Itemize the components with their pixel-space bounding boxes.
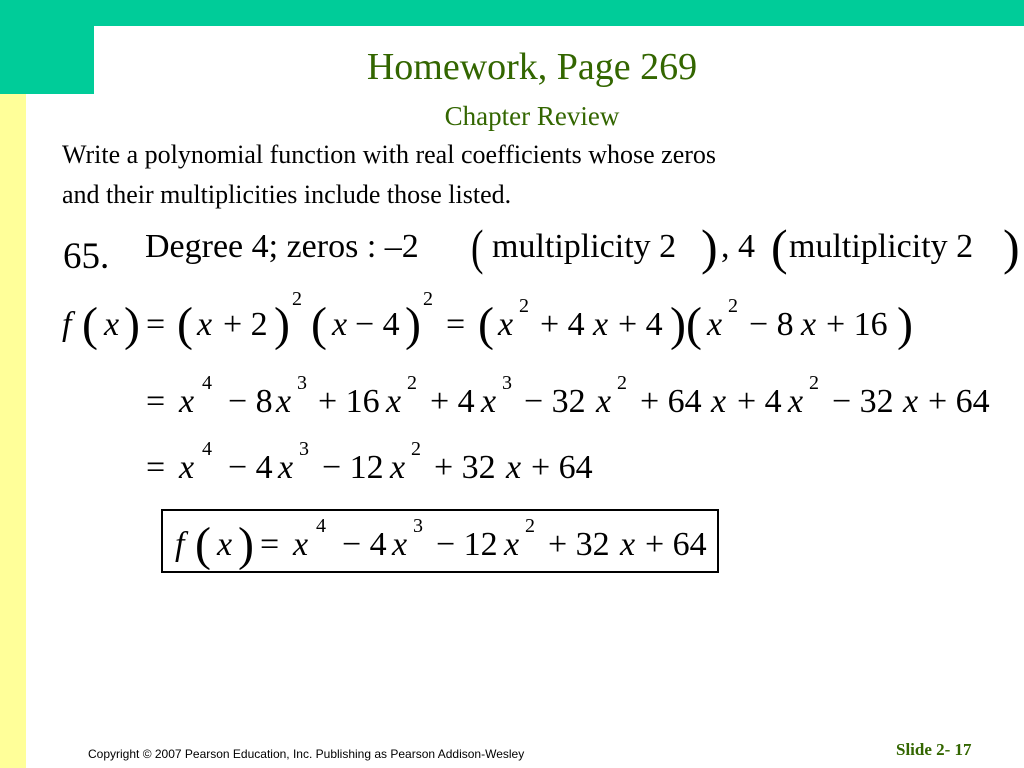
- svg-text:+ 64: + 64: [531, 449, 593, 486]
- svg-text:− 12: − 12: [322, 449, 384, 486]
- svg-text:3: 3: [413, 515, 423, 537]
- svg-text:): ): [274, 298, 290, 351]
- svg-text:x: x: [179, 383, 195, 420]
- svg-text:2: 2: [292, 288, 302, 310]
- svg-text:+ 64: + 64: [645, 526, 707, 563]
- svg-text:4: 4: [202, 438, 212, 460]
- svg-text:3: 3: [502, 372, 512, 394]
- svg-text:): ): [1003, 219, 1020, 275]
- problem-number: 65.: [63, 236, 110, 277]
- svg-text:, 4: , 4: [721, 228, 755, 265]
- svg-text:3: 3: [299, 438, 309, 460]
- svg-text:2: 2: [519, 295, 529, 317]
- svg-text:+ 4: + 4: [540, 306, 585, 343]
- slide-subtitle: Chapter Review: [444, 101, 620, 131]
- svg-text:4: 4: [202, 372, 212, 394]
- svg-text:+ 16: + 16: [826, 306, 888, 343]
- svg-text:(: (: [82, 298, 98, 351]
- svg-text:multiplicity 2: multiplicity 2: [789, 228, 974, 265]
- svg-text:x: x: [217, 526, 233, 563]
- svg-text:=: =: [146, 449, 166, 486]
- svg-text:x: x: [903, 383, 919, 420]
- svg-text:2: 2: [617, 372, 627, 394]
- svg-text:− 4: − 4: [228, 449, 273, 486]
- svg-text:x: x: [711, 383, 727, 420]
- solution-step-3: [146, 438, 593, 486]
- svg-text:− 12: − 12: [436, 526, 498, 563]
- svg-text:(: (: [311, 298, 327, 351]
- svg-text:2: 2: [809, 372, 819, 394]
- svg-text:+ 4: + 4: [430, 383, 475, 420]
- svg-text:(: (: [478, 298, 494, 351]
- svg-text:f: f: [175, 526, 185, 563]
- svg-text:x: x: [596, 383, 612, 420]
- svg-text:x: x: [197, 306, 213, 343]
- svg-text:x: x: [481, 383, 497, 420]
- svg-text:(: (: [195, 518, 211, 571]
- svg-text:2: 2: [411, 438, 421, 460]
- svg-text:+ 2: + 2: [223, 306, 268, 343]
- svg-text:=: =: [146, 383, 166, 420]
- svg-text:multiplicity 2: multiplicity 2: [492, 228, 677, 265]
- svg-text:=: =: [260, 526, 280, 563]
- svg-text:− 32: − 32: [524, 383, 586, 420]
- svg-text:− 8: − 8: [228, 383, 273, 420]
- slide-title: Homework, Page 269: [366, 46, 698, 88]
- footer-copyright: Copyright © 2007 Pearson Education, Inc. Publishing as Pearson Addison-Wesley: [88, 747, 525, 761]
- svg-text:2: 2: [407, 372, 417, 394]
- final-answer-box: [161, 509, 719, 573]
- svg-text:): ): [897, 298, 913, 351]
- svg-text:x: x: [392, 526, 408, 563]
- svg-text:x: x: [276, 383, 292, 420]
- svg-text:(: (: [471, 219, 484, 276]
- svg-text:x: x: [620, 526, 636, 563]
- svg-text:x: x: [293, 526, 309, 563]
- svg-text:x: x: [506, 449, 522, 486]
- svg-text:Degree 4; zeros : –2: Degree 4; zeros : –2: [145, 228, 419, 265]
- svg-text:3: 3: [297, 372, 307, 394]
- svg-text:=: =: [446, 306, 466, 343]
- svg-text:2: 2: [728, 295, 738, 317]
- svg-text:): ): [238, 518, 254, 571]
- svg-text:x: x: [593, 306, 609, 343]
- svg-text:): ): [405, 298, 421, 351]
- svg-text:− 4: − 4: [355, 306, 400, 343]
- svg-text:): ): [701, 219, 718, 275]
- svg-text:+ 64: + 64: [928, 383, 990, 420]
- solution-step-1: [62, 288, 913, 351]
- slide-number: Slide 2- 17: [896, 740, 972, 759]
- svg-text:+ 4: + 4: [737, 383, 782, 420]
- svg-text:): ): [124, 298, 140, 351]
- svg-text:x: x: [801, 306, 817, 343]
- svg-text:x: x: [332, 306, 348, 343]
- svg-text:x: x: [498, 306, 514, 343]
- svg-text:+ 64: + 64: [640, 383, 702, 420]
- svg-text:)(: )(: [670, 298, 702, 351]
- svg-text:x: x: [278, 449, 294, 486]
- svg-text:+ 4: + 4: [618, 306, 663, 343]
- svg-text:− 32: − 32: [832, 383, 894, 420]
- solution-step-2: [146, 372, 990, 420]
- svg-text:− 4: − 4: [342, 526, 387, 563]
- svg-text:x: x: [104, 306, 120, 343]
- svg-text:=: =: [146, 306, 166, 343]
- prompt-line-1: Write a polynomial function with real coefficients whose zeros: [62, 140, 717, 169]
- svg-text:(: (: [177, 298, 193, 351]
- svg-text:2: 2: [423, 288, 433, 310]
- svg-text:x: x: [390, 449, 406, 486]
- svg-text:+ 16: + 16: [318, 383, 380, 420]
- svg-text:(: (: [771, 219, 788, 275]
- prompt-line-2: and their multiplicities include those listed.: [62, 180, 512, 209]
- problem-statement: [145, 219, 1020, 275]
- svg-text:x: x: [707, 306, 723, 343]
- svg-text:+ 32: + 32: [434, 449, 496, 486]
- svg-text:x: x: [504, 526, 520, 563]
- svg-text:x: x: [386, 383, 402, 420]
- svg-text:x: x: [788, 383, 804, 420]
- svg-text:2: 2: [525, 515, 535, 537]
- svg-text:f: f: [62, 306, 72, 343]
- svg-text:x: x: [179, 449, 195, 486]
- svg-text:− 8: − 8: [749, 306, 794, 343]
- svg-text:+ 32: + 32: [548, 526, 610, 563]
- svg-text:4: 4: [316, 515, 326, 537]
